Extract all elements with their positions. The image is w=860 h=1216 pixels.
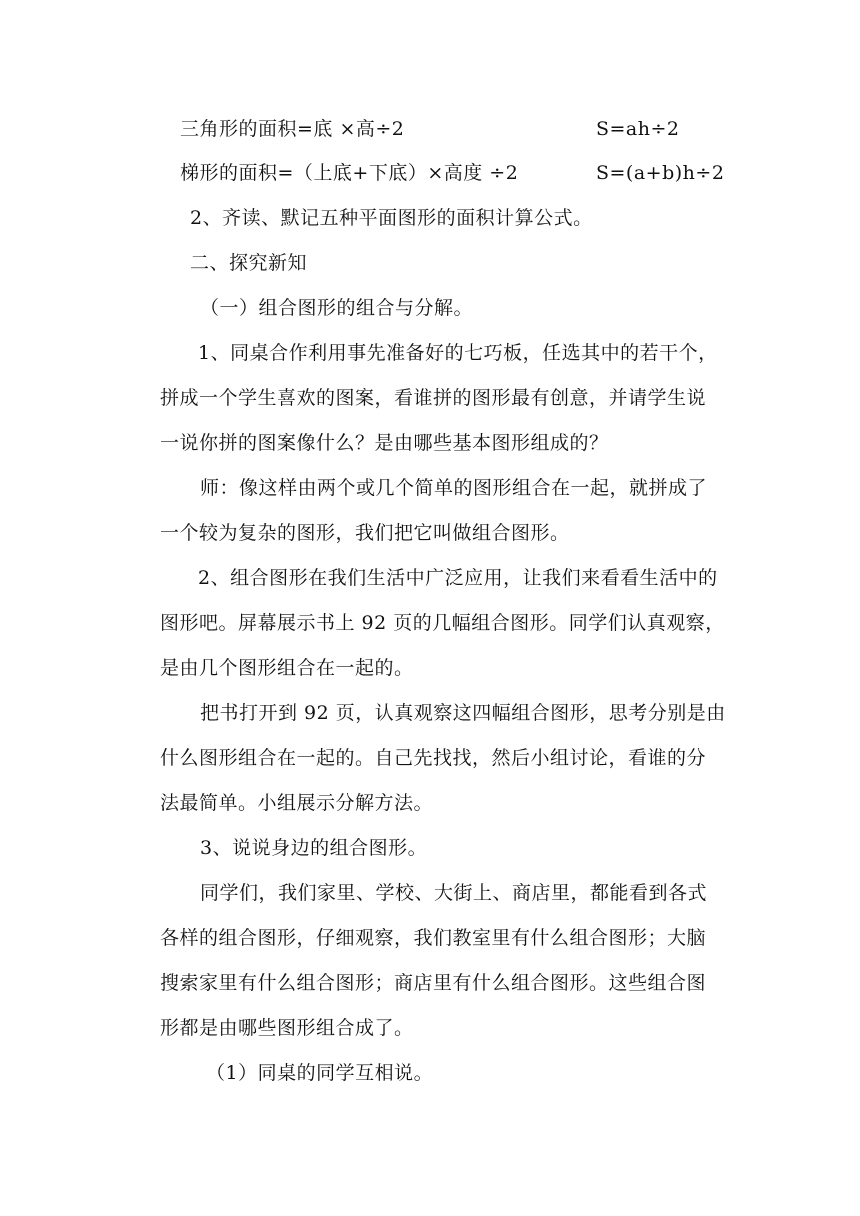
paragraph-line: 图形吧。屏幕展示书上 92 页的几幅组合图形。同学们认真观察，	[160, 612, 725, 634]
paragraph-line: 形都是由哪些图形组合成了。	[160, 1017, 414, 1039]
paragraph-line: 2、组合图形在我们生活中广泛应用，让我们来看看生活中的	[198, 567, 718, 589]
trapezoid-area-text: 梯形的面积=（上底+下底）×高度 ÷2	[180, 162, 519, 184]
paragraph-line: 把书打开到 92 页，认真观察这四幅组合图形，思考分别是由	[200, 702, 726, 724]
paragraph-line: 一说你拼的图案像什么？是由哪些基本图形组成的？	[160, 432, 609, 454]
subsection-heading-compose: （一）组合图形的组合与分解。	[200, 297, 474, 319]
triangle-area-text: 三角形的面积=底 ×高÷2	[180, 118, 405, 140]
paragraph-line: 一个较为复杂的图形，我们把它叫做组合图形。	[160, 522, 570, 544]
triangle-area-formula: S=ah÷2	[596, 118, 680, 140]
section-heading-explore: 二、探究新知	[190, 252, 308, 274]
paragraph-line: 搜索家里有什么组合图形；商店里有什么组合图形。这些组合图	[160, 972, 707, 994]
paragraph-line: 师：像这样由两个或几个简单的图形组合在一起，就拼成了	[200, 477, 708, 499]
paragraph-read-formulas: 2、齐读、默记五种平面图形的面积计算公式。	[190, 207, 593, 229]
trapezoid-area-formula: S=(a+b)h÷2	[596, 162, 725, 184]
paragraph-line: 是由几个图形组合在一起的。	[160, 657, 414, 679]
paragraph-line: 什么图形组合在一起的。自己先找找，然后小组讨论，看谁的分	[160, 747, 707, 769]
paragraph-line: （1）同桌的同学互相说。	[206, 1062, 434, 1084]
paragraph-line: 3、说说身边的组合图形。	[200, 837, 428, 859]
paragraph-line: 同学们，我们家里、学校、大街上、商店里，都能看到各式	[200, 882, 708, 904]
paragraph-line: 拼成一个学生喜欢的图案，看谁拼的图形最有创意，并请学生说	[160, 387, 707, 409]
paragraph-line: 1、同桌合作利用事先准备好的七巧板，任选其中的若干个，	[198, 342, 718, 364]
paragraph-line: 各样的组合图形，仔细观察，我们教室里有什么组合图形；大脑	[160, 927, 707, 949]
paragraph-line: 法最简单。小组展示分解方法。	[160, 792, 434, 814]
